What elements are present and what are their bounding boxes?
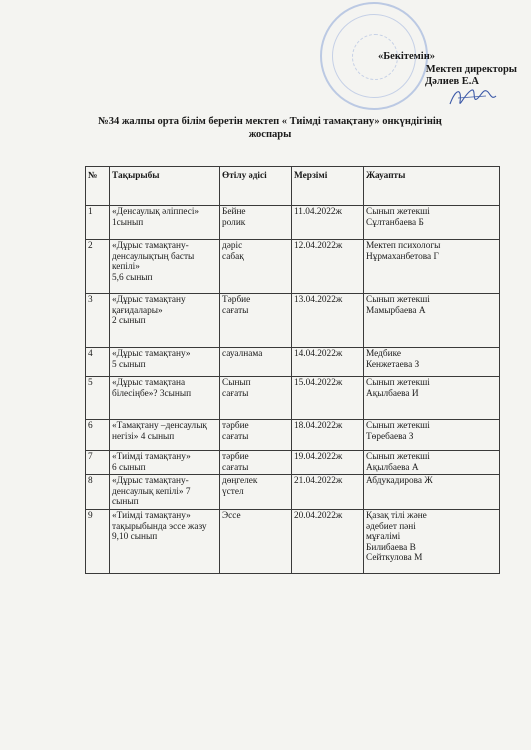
cell-text: 1 [88,207,93,217]
cell-text: 12.04.2022ж [294,241,343,251]
cell-method [220,451,292,475]
cell-date [292,420,364,451]
cell-text: 14.04.2022ж [294,349,343,359]
cell-text: Сынып жетекші Ақылбаева И [366,378,430,399]
table-row [86,377,500,420]
title-line-1: №34 жалпы орта білім беретін мектеп « Тиімді тамақтану» онкүндігінің [98,116,442,127]
cell-text: 9 [88,510,93,521]
cell-responsible [364,420,500,451]
cell-method [220,348,292,377]
cell-topic [110,294,220,348]
cell-text: «Дұрыс тамақтана білесіңбе»? 3сынып [112,378,192,399]
cell-method [220,206,292,240]
table-row [86,451,500,475]
cell-text: Сынып сағаты [222,378,251,399]
approval-block [378,51,517,89]
header-method: Өтілу әдісі [220,167,292,206]
cell-responsible [364,206,500,240]
cell-topic [110,475,220,510]
cell-text: 11.04.2022ж [294,207,342,217]
cell-text: Сынып жетекші Ақылбаева А [366,452,430,473]
cell-responsible [364,509,500,573]
cell-text: тәрбие сағаты [222,421,249,442]
cell-text: Сынып жетекші Сұлтанбаева Б [366,207,430,228]
cell-text: 3 [88,295,93,305]
cell-text: «Тамақтану –денсаулық негізі» 4 сынып [112,421,207,442]
cell-text: «Денсаулық әліппесі» 1сынып [112,207,200,228]
cell-method [220,240,292,294]
cell-text: 21.04.2022ж [294,476,343,487]
cell-number [86,377,110,420]
cell-date [292,294,364,348]
cell-text: 8 [88,476,93,487]
cell-date [292,451,364,475]
table-row [86,420,500,451]
document-title [40,116,500,141]
cell-text: тәрбие сағаты [222,452,249,473]
table-row [86,206,500,240]
title-line-2: жоспары [248,128,292,140]
cell-text: Абдукадирова Ж [366,476,433,487]
cell-topic [110,509,220,573]
cell-text: дәріс сабақ [222,241,244,262]
cell-text: «Дұрыс тамақтану қағидалары» 2 сынып [112,295,186,327]
cell-number [86,206,110,240]
cell-text: сауалнама [222,349,263,359]
approval-position: Мектеп директоры [425,63,517,75]
cell-text: 7 [88,452,93,462]
table-row [86,509,500,573]
cell-text: 2 [88,241,93,251]
approval-heading: «Бекітемін» [377,51,435,62]
header-topic: Тақырыбы [110,167,220,206]
cell-text: 18.04.2022ж [294,421,343,431]
cell-method [220,294,292,348]
table-row [86,348,500,377]
cell-text: Қазақ тілі және әдебиет пәні мұғалімі Билибаева В Сейткулова М [366,510,427,564]
header-number: № [86,167,110,206]
cell-text: «Дұрыс тамақтану» 5 сынып [112,349,191,370]
approval-name: Дәлиев Е.А [425,76,479,87]
cell-responsible [364,377,500,420]
cell-text: «Дұрыс тамақтану- денсаулықтың басты кепілі» 5,6 сынып [112,241,195,283]
cell-method [220,475,292,510]
cell-text: 19.04.2022ж [294,452,343,462]
table-header-row [86,167,500,206]
cell-date [292,377,364,420]
cell-number [86,509,110,573]
cell-text: Мектеп психологы Нұрмаханбетова Г [366,241,441,262]
cell-responsible [364,475,500,510]
cell-text: Эссе [222,510,241,521]
cell-responsible [364,348,500,377]
cell-date [292,206,364,240]
cell-number [86,475,110,510]
cell-text: «Тиімді тамақтану» 6 сынып [112,452,191,473]
table-row [86,294,500,348]
cell-date [292,475,364,510]
table-body [86,206,500,574]
cell-text: Медбике Кенжетаева З [366,349,420,370]
plan-table [85,166,500,574]
cell-text: 5 [88,378,93,388]
cell-text: Сынып жетекші Төребаева З [366,421,430,442]
cell-text: «Тиімді тамақтану» тақырыбында эссе жазу 9,10 сынып [112,510,207,543]
cell-number [86,348,110,377]
cell-text: Тәрбие сағаты [222,295,251,316]
cell-number [86,451,110,475]
cell-topic [110,420,220,451]
table-row [86,475,500,510]
header-date: Мерзімі [292,167,364,206]
cell-date [292,240,364,294]
cell-text: Сынып жетекші Мамырбаева А [366,295,430,316]
cell-text: Бейне ролик [222,207,246,228]
cell-text: 20.04.2022ж [294,510,343,521]
cell-date [292,509,364,573]
cell-number [86,240,110,294]
cell-text: дөңгелек үстел [222,476,258,497]
cell-topic [110,451,220,475]
cell-text: 15.04.2022ж [294,378,343,388]
cell-responsible [364,451,500,475]
cell-text: 13.04.2022ж [294,295,343,305]
table-row [86,240,500,294]
cell-topic [110,377,220,420]
cell-number [86,420,110,451]
cell-responsible [364,294,500,348]
cell-text: 4 [88,349,93,359]
cell-topic [110,348,220,377]
cell-responsible [364,240,500,294]
cell-method [220,420,292,451]
cell-topic [110,206,220,240]
cell-number [86,294,110,348]
cell-text: 6 [88,421,93,431]
header-responsible: Жауапты [364,167,500,206]
cell-date [292,348,364,377]
cell-topic [110,240,220,294]
cell-method [220,509,292,573]
cell-text: «Дұрыс тамақтану- денсаулық кепілі» 7 сынып [112,476,191,508]
cell-method [220,377,292,420]
